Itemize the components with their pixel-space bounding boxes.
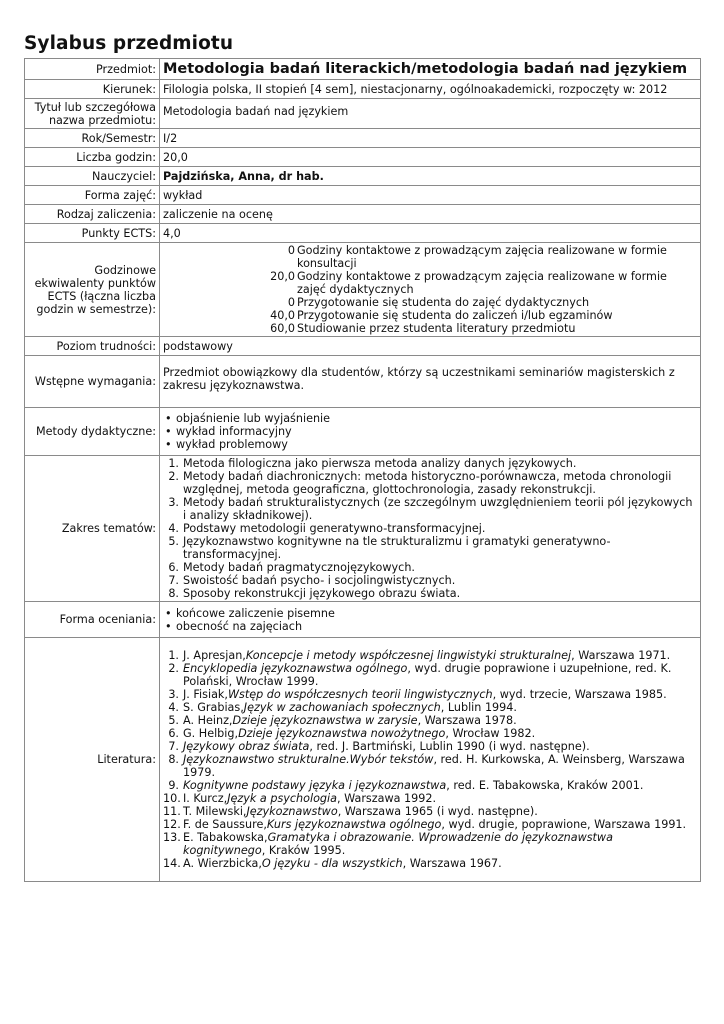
lit-author: G. Helbig, bbox=[183, 727, 239, 740]
teacher-name: Pajdzińska, Anna, dr hab. bbox=[160, 167, 701, 186]
list-item: 6. Metody badań pragmatycznojęzykowych. bbox=[168, 561, 415, 574]
row-wymagania bbox=[25, 356, 701, 408]
list-item: • obecność na zajęciach bbox=[163, 620, 697, 633]
lit-details: , Kraków 1995. bbox=[261, 844, 346, 857]
row-ocenianie bbox=[25, 602, 701, 638]
lit-title: Język w zachowaniach społecznych bbox=[243, 701, 441, 714]
label-rok: Rok/Semestr: bbox=[25, 129, 160, 148]
lit-author: A. Wierzbicka, bbox=[183, 857, 262, 870]
row-poziom bbox=[25, 337, 701, 356]
ects-desc: Godziny kontaktowe z prowadzącym zajęcia realizowane w formie konsultacji bbox=[297, 244, 667, 270]
lit-author: S. Grabias, bbox=[183, 701, 244, 714]
lit-author: A. Heinz, bbox=[183, 714, 233, 727]
row-przedmiot bbox=[25, 59, 701, 80]
ects-hours: 0 bbox=[287, 296, 295, 309]
value-kierunek: Filologia polska, II stopień [4 sem], niestacjonarny, ogólnoakademicki, rozpoczęty w: 2012 bbox=[160, 80, 701, 99]
value-tytul: Metodologia badań nad językiem bbox=[160, 99, 701, 129]
ects-hours: 20,0 bbox=[270, 270, 295, 283]
row-tytul bbox=[25, 99, 701, 129]
label-godziny: Liczba godzin: bbox=[25, 148, 160, 167]
value-wymagania: Przedmiot obowiązkowy dla studentów, którzy są uczestnikami seminariów magisterskich z zakresu językoznawstwa. bbox=[160, 356, 701, 408]
list-item: 4. Podstawy metodologii generatywno-transformacyjnej. bbox=[168, 522, 486, 535]
label-rodzaj: Rodzaj zaliczenia: bbox=[25, 205, 160, 224]
list-item: 8. Językoznawstwo strukturalne.Wybór tekstów, red. H. Kurkowska, A. Weinsberg, Warszawa 1979. bbox=[168, 753, 685, 779]
list-item: 6. G. Helbig,Dzieje językoznawstwa nowożytnego, Wrocław 1982. bbox=[168, 727, 536, 740]
lit-title: Wstęp do współczesnych teorii lingwistycznych bbox=[227, 688, 493, 701]
row-nauczyciel bbox=[25, 167, 701, 186]
list-item: 7. Swoistość badań psycho- i socjolingwistycznych. bbox=[168, 574, 456, 587]
ects-desc: Godziny kontaktowe z prowadzącym zajęcia realizowane w formie zajęć dydaktycznych bbox=[297, 270, 667, 296]
literature-list bbox=[163, 649, 697, 870]
value-rok: I/2 bbox=[160, 129, 701, 148]
lit-details: , Wrocław 1982. bbox=[445, 727, 536, 740]
lit-details: , Warszawa 1978. bbox=[417, 714, 517, 727]
lit-details: , Warszawa 1992. bbox=[337, 792, 437, 805]
ects-item bbox=[163, 322, 697, 335]
label-tytul: Tytuł lub szczegółowa nazwa przedmiotu: bbox=[25, 99, 160, 129]
topic-text: Podstawy metodologii generatywno-transformacyjnej. bbox=[183, 522, 486, 535]
list-item: 9. Kognitywne podstawy języka i językoznawstwa, red. E. Tabakowska, Kraków 2001. bbox=[168, 779, 644, 792]
label-poziom: Poziom trudności: bbox=[25, 337, 160, 356]
list-item: 2. Metody badań diachronicznych: metoda historyczno-porównawcza, metoda chronologii względnej, metoda geograficzna, glottochronologia, zasady rekonstrukcji. bbox=[168, 470, 672, 496]
value-metody bbox=[160, 408, 701, 456]
lit-author: I. Kurcz, bbox=[183, 792, 228, 805]
lit-author: F. de Saussure, bbox=[183, 818, 267, 831]
ects-item bbox=[163, 309, 697, 322]
lit-author: J. Apresjan, bbox=[183, 649, 246, 662]
label-kierunek: Kierunek: bbox=[25, 80, 160, 99]
lit-details: , Warszawa 1967. bbox=[402, 857, 502, 870]
syllabus-table bbox=[24, 58, 701, 882]
lit-title: Encyklopedia językoznawstwa ogólnego bbox=[183, 662, 408, 675]
row-rodzaj bbox=[25, 205, 701, 224]
lit-title: Językoznawstwo bbox=[246, 805, 338, 818]
lit-details: , Lublin 1994. bbox=[440, 701, 517, 714]
list-item: 14. A. Wierzbicka,O języku - dla wszystkich, Warszawa 1967. bbox=[163, 857, 502, 870]
list-item: • wykład informacyjny bbox=[163, 425, 697, 438]
lit-title: Językowy obraz świata bbox=[183, 740, 310, 753]
value-rodzaj: zaliczenie na ocenę bbox=[160, 205, 701, 224]
list-item: 3. J. Fisiak,Wstęp do współczesnych teorii lingwistycznych, wyd. trzecie, Warszawa 1985. bbox=[168, 688, 667, 701]
label-zakres: Zakres tematów: bbox=[25, 456, 160, 602]
row-ekwiwalent bbox=[25, 243, 701, 337]
topic-text: Metody badań diachronicznych: metoda historyczno-porównawcza, metoda chronologii względnej, metoda geograficzna, glottochronologia, zasady rekonstrukcji. bbox=[183, 470, 672, 496]
label-wymagania: Wstępne wymagania: bbox=[25, 356, 160, 408]
lit-details: , Warszawa 1971. bbox=[571, 649, 671, 662]
lit-title: Koncepcje i metody współczesnej lingwistyki strukturalnej bbox=[245, 649, 572, 662]
list-item: 2. Encyklopedia językoznawstwa ogólnego, wyd. drugie poprawione i uzupełnione, red. K. Polański, Wrocław 1999. bbox=[168, 662, 672, 688]
lit-details: , wyd. drugie poprawione i uzupełnione, red. K. Polański, Wrocław 1999. bbox=[183, 662, 672, 688]
topic-text: Sposoby rekonstrukcji językowego obrazu świata. bbox=[183, 587, 461, 600]
grading-list bbox=[163, 607, 697, 633]
label-przedmiot: Przedmiot: bbox=[25, 59, 160, 80]
row-godziny bbox=[25, 148, 701, 167]
lit-title: Kognitywne podstawy języka i językoznawstwa bbox=[183, 779, 447, 792]
value-zakres bbox=[160, 456, 701, 602]
lit-title: Dzieje językoznawstwa nowożytnego bbox=[238, 727, 446, 740]
lit-title: Dzieje językoznawstwa w zarysie bbox=[232, 714, 418, 727]
ects-hours: 0 bbox=[287, 244, 295, 257]
value-godziny: 20,0 bbox=[160, 148, 701, 167]
topic-text: Metody badań pragmatycznojęzykowych. bbox=[183, 561, 415, 574]
lit-author: E. Tabakowska, bbox=[183, 831, 268, 844]
label-literatura: Literatura: bbox=[25, 638, 160, 882]
lit-details: , red. H. Kurkowska, A. Weinsberg, Warszawa 1979. bbox=[183, 753, 685, 779]
lit-details: , wyd. trzecie, Warszawa 1985. bbox=[492, 688, 667, 701]
subject-name: Metodologia badań literackich/metodologia badań nad językiem bbox=[160, 59, 701, 80]
lit-details: , wyd. drugie, poprawione, Warszawa 1991. bbox=[441, 818, 687, 831]
list-item: • objaśnienie lub wyjaśnienie bbox=[163, 412, 697, 425]
topic-text: Językoznawstwo kognitywne na tle strukturalizmu i gramatyki generatywno-transformacyjnej. bbox=[183, 535, 611, 561]
row-kierunek bbox=[25, 80, 701, 99]
ects-item bbox=[163, 270, 697, 296]
topic-text: Swoistość badań psycho- i socjolingwistycznych. bbox=[183, 574, 456, 587]
value-forma: wykład bbox=[160, 186, 701, 205]
ects-desc: Przygotowanie się studenta do zaliczeń i/lub egzaminów bbox=[297, 309, 613, 322]
ects-item bbox=[163, 244, 697, 270]
row-metody bbox=[25, 408, 701, 456]
ects-desc: Przygotowanie się studenta do zajęć dydaktycznych bbox=[297, 296, 590, 309]
row-literatura bbox=[25, 638, 701, 882]
lit-title: Kurs językoznawstwa ogólnego bbox=[266, 818, 442, 831]
lit-title: O języku - dla wszystkich bbox=[261, 857, 403, 870]
lit-author: T. Milewski, bbox=[183, 805, 247, 818]
list-item: 12. F. de Saussure,Kurs językoznawstwa ogólnego, wyd. drugie, poprawione, Warszawa 1991. bbox=[163, 818, 687, 831]
list-item: • wykład problemowy bbox=[163, 438, 697, 451]
ects-item bbox=[163, 296, 697, 309]
value-ects: 4,0 bbox=[160, 224, 701, 243]
lit-title: Gramatyka i obrazowanie. Wprowadzenie do językoznawstwa kognitywnego bbox=[183, 831, 613, 857]
label-forma: Forma zajęć: bbox=[25, 186, 160, 205]
row-rok bbox=[25, 129, 701, 148]
list-item: 13. E. Tabakowska,Gramatyka i obrazowanie. Wprowadzenie do językoznawstwa kognitywnego, Kraków 1995. bbox=[163, 831, 613, 857]
value-literatura bbox=[160, 638, 701, 882]
list-item: 10. I. Kurcz,Język a psychologia, Warszawa 1992. bbox=[163, 792, 437, 805]
label-ekwiwalent: Godzinowe ekwiwalenty punktów ECTS (łączna liczba godzin w semestrze): bbox=[25, 243, 160, 337]
ects-breakdown bbox=[160, 243, 701, 337]
topics-list bbox=[163, 457, 697, 600]
lit-details: , red. E. Tabakowska, Kraków 2001. bbox=[446, 779, 644, 792]
topic-text: Metoda filologiczna jako pierwsza metoda analizy danych językowych. bbox=[183, 457, 577, 470]
list-item: 8. Sposoby rekonstrukcji językowego obrazu świata. bbox=[168, 587, 461, 600]
list-item: 1. Metoda filologiczna jako pierwsza metoda analizy danych językowych. bbox=[168, 457, 577, 470]
list-item: 5. A. Heinz,Dzieje językoznawstwa w zarysie, Warszawa 1978. bbox=[168, 714, 517, 727]
list-item: • końcowe zaliczenie pisemne bbox=[163, 607, 697, 620]
lit-details: , red. J. Bartmiński, Lublin 1990 (i wyd. następne). bbox=[309, 740, 590, 753]
list-item: 1. J. Apresjan,Koncepcje i metody współczesnej lingwistyki strukturalnej, Warszawa 1971. bbox=[168, 649, 671, 662]
label-metody: Metody dydaktyczne: bbox=[25, 408, 160, 456]
list-item: 7. Językowy obraz świata, red. J. Bartmiński, Lublin 1990 (i wyd. następne). bbox=[168, 740, 590, 753]
value-ocenianie bbox=[160, 602, 701, 638]
lit-title: Język a psychologia bbox=[227, 792, 337, 805]
ects-hours: 60,0 bbox=[270, 322, 295, 335]
row-forma bbox=[25, 186, 701, 205]
label-nauczyciel: Nauczyciel: bbox=[25, 167, 160, 186]
label-ocenianie: Forma oceniania: bbox=[25, 602, 160, 638]
row-zakres bbox=[25, 456, 701, 602]
list-item: 4. S. Grabias,Język w zachowaniach społecznych, Lublin 1994. bbox=[168, 701, 517, 714]
list-item: 3. Metody badań strukturalistycznych (ze szczególnym uwzględnieniem teorii pól językowych i analizy składnikowej). bbox=[168, 496, 693, 522]
label-ects: Punkty ECTS: bbox=[25, 224, 160, 243]
ects-desc: Studiowanie przez studenta literatury przedmiotu bbox=[297, 322, 576, 335]
list-item: 11. T. Milewski,Językoznawstwo, Warszawa 1965 (i wyd. następne). bbox=[163, 805, 538, 818]
lit-details: , Warszawa 1965 (i wyd. następne). bbox=[337, 805, 538, 818]
lit-author: J. Fisiak, bbox=[183, 688, 228, 701]
list-item: 5. Językoznawstwo kognitywne na tle strukturalizmu i gramatyki generatywno-transformacyjnej. bbox=[168, 535, 611, 561]
topic-text: Metody badań strukturalistycznych (ze szczególnym uwzględnieniem teorii pól językowych i analizy składnikowej). bbox=[183, 496, 693, 522]
page-title: Sylabus przedmiotu bbox=[24, 33, 234, 54]
value-poziom: podstawowy bbox=[160, 337, 701, 356]
methods-list bbox=[163, 412, 697, 451]
lit-title: Językoznawstwo strukturalne.Wybór tekstów bbox=[183, 753, 434, 766]
ects-hours: 40,0 bbox=[270, 309, 295, 322]
row-ects bbox=[25, 224, 701, 243]
